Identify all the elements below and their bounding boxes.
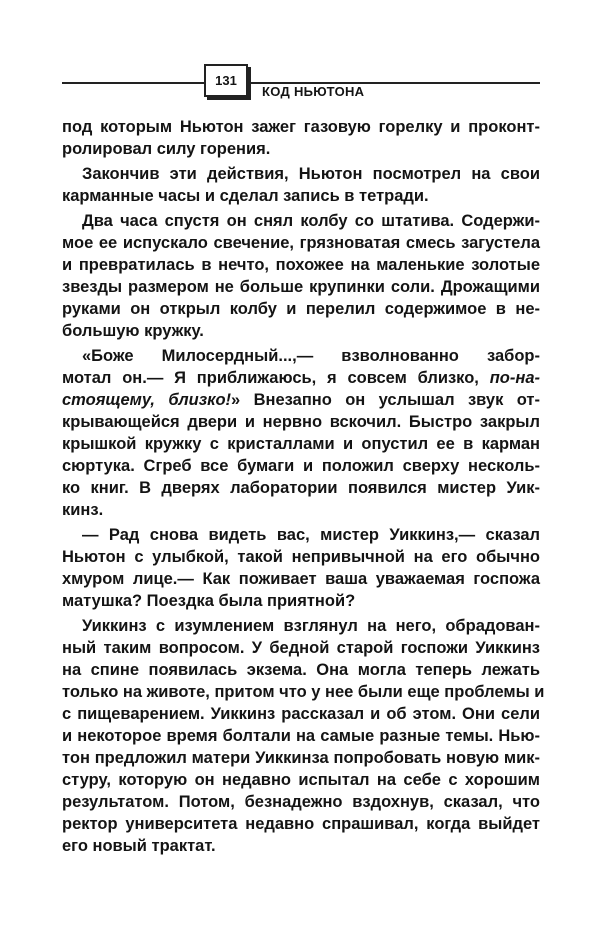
text-segment: крышкой кружку с кристаллами и опустил ее в карман: [62, 435, 540, 453]
text-segment: большую кружку.: [62, 322, 204, 340]
text-line: [62, 659, 540, 681]
italic-text: стоящему, близко!: [62, 391, 232, 409]
text-line: [62, 276, 540, 298]
text-segment: мое ее испускало свечение, грязноватая смесь загустела: [62, 234, 540, 252]
text-line: [62, 524, 540, 546]
text-segment: кинз.: [62, 501, 104, 519]
text-line: [62, 320, 540, 342]
text-line: [62, 185, 540, 207]
text-line: [62, 116, 540, 138]
text-line: [62, 433, 540, 455]
text-segment: крывающейся двери и нервно вскочил. Быстро закрыл: [62, 413, 540, 431]
text-segment: матушка? Поездка была приятной?: [62, 592, 356, 610]
text-segment: ко книг. В дверях лаборатории появился мистер Уик-: [62, 479, 540, 497]
text-segment: звезды размером не больше крупинки соли. Дрожащими: [62, 278, 540, 296]
page-number: 131: [204, 64, 248, 97]
text-line: [62, 725, 540, 747]
text-segment: на спине появилась экзема. Она могла теперь лежать: [62, 661, 540, 679]
text-line: [62, 747, 540, 769]
text-line: [62, 835, 540, 857]
paragraph: [62, 163, 540, 207]
text-line: [62, 813, 540, 835]
text-line: [62, 615, 540, 637]
paragraph: [62, 116, 540, 160]
text-line: [62, 298, 540, 320]
text-line: [62, 163, 540, 185]
text-line: [62, 477, 540, 499]
text-segment: результатом. Потом, безнадежно вздохнув, сказал, что: [62, 793, 540, 811]
paragraph: [62, 615, 545, 857]
text-line: [62, 637, 540, 659]
text-segment: » Внезапно он услышал звук от-: [231, 391, 540, 409]
text-segment: хмуром лице.— Как поживает ваша уважаемая госпожа: [62, 570, 540, 588]
text-segment: Закончив эти действия, Ньютон посмотрел на свои: [82, 165, 540, 183]
text-segment: сюртука. Сгреб все бумаги и положил сверху несколь-: [62, 457, 540, 475]
text-segment: и некоторое время болтали на самые разные темы. Нью-: [62, 727, 540, 745]
text-segment: руками он открыл колбу и перелил содержимое в не-: [62, 300, 540, 318]
text-line: [62, 411, 540, 433]
text-line: [62, 681, 545, 703]
text-segment: Уиккинз с изумлением взглянул на него, обрадован-: [82, 617, 540, 635]
text-line: [62, 138, 540, 160]
text-segment: его новый трактат.: [62, 837, 216, 855]
text-line: [62, 546, 540, 568]
text-segment: — Рад снова видеть вас, мистер Уиккинз,— сказал: [82, 526, 540, 544]
text-line: [62, 590, 540, 612]
running-title: КОД НЬЮТОНА: [262, 84, 365, 99]
text-line: [62, 367, 540, 389]
paragraph: [62, 210, 540, 342]
text-line: [62, 455, 540, 477]
body-text: [62, 116, 545, 860]
paragraph: [62, 345, 540, 521]
text-segment: Ньютон с улыбкой, такой непривычной на его обычно: [62, 548, 540, 566]
text-line: [62, 345, 540, 367]
text-segment: ректор университета недавно спрашивал, когда выйдет: [62, 815, 540, 833]
text-segment: Два часа спустя он снял колбу со штатива. Содержи-: [82, 212, 540, 230]
text-segment: ролировал силу горения.: [62, 140, 271, 158]
text-segment: карманные часы и сделал запись в тетради.: [62, 187, 429, 205]
text-line: [62, 769, 540, 791]
text-segment: только на животе, притом что у нее были еще проблемы и: [62, 683, 545, 701]
text-segment: «Боже Милосердный...,— взволнованно забор-: [82, 347, 540, 365]
text-line: [62, 791, 540, 813]
text-line: [62, 232, 540, 254]
text-segment: с пищеварением. Уиккинз рассказал и об этом. Они сели: [62, 705, 540, 723]
italic-text: по-на-: [489, 369, 540, 387]
text-segment: под которым Ньютон зажег газовую горелку и проконт-: [62, 118, 540, 136]
text-line: [62, 499, 540, 521]
text-segment: тон предложил матери Уиккинза попробовать новую мик-: [62, 749, 540, 767]
paragraph: [62, 524, 540, 612]
text-line: [62, 389, 540, 411]
text-segment: и превратилась в нечто, похожее на маленькие золотые: [62, 256, 540, 274]
text-line: [62, 254, 540, 276]
text-line: [62, 210, 540, 232]
text-segment: мотал он.— Я приближаюсь, я совсем близко,: [62, 369, 490, 387]
text-line: [62, 568, 540, 590]
text-segment: ный таким вопросом. У бедной старой госпожи Уиккинз: [62, 639, 540, 657]
text-line: [62, 703, 540, 725]
text-segment: стуру, которую он недавно испытал на себе с хорошим: [62, 771, 540, 789]
